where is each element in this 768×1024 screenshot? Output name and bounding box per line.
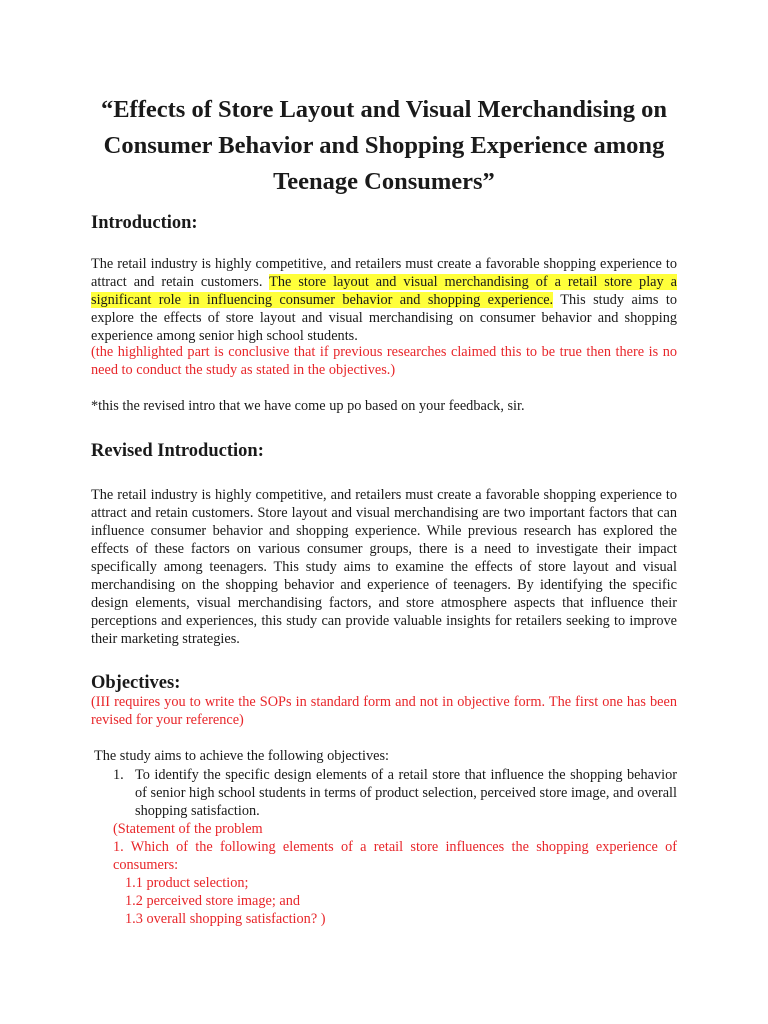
introduction-heading: Introduction: [91,213,198,233]
sub-item-overall-shopping-satisfaction: 1.3 overall shopping satisfaction? ) [125,911,326,927]
introduction-highlighted-text: The store layout and visual merchandising of a retail store play a significant role in influencing consumer behavior and shopping experience. [91,274,677,308]
revision-note: *this the revised intro that we have come up po based on your feedback, sir. [91,398,525,414]
objectives-reviewer-comment: (III requires you to write the SOPs in standard form and not in objective form. The first one has been revised for your reference) [91,694,677,728]
statement-of-problem-label: (Statement of the problem [113,821,263,837]
introduction-reviewer-comment: (the highlighted part is conclusive that if previous researches claimed this to be true then there is no need to conduct the study as stated in the objectives.) [91,344,677,378]
sub-item-perceived-store-image: 1.2 perceived store image; and [125,893,301,909]
sub-item-product-selection: 1.1 product selection; [125,875,249,891]
revised-introduction-paragraph: The retail industry is highly competitive, and retailers must create a favorable shopping experience to attract and retain customers. Store layout and visual merchandising are two important factors that can influence consumer behavior and shopping experience. While previous research has explored the effects of these factors on various consumer groups, there is a need to investigate their impact specifically among teenagers. This study aims to examine the effects of store layout and visual merchandising on the shopping behavior and experience of teenagers. By identifying the specific design elements, visual merchandising factors, and store atmosphere aspects that influence their perceptions and experiences, this study can provide valuable insights for retailers seeking to improve their marketing strategies. [91,487,677,647]
objectives-heading: Objectives: [91,673,181,693]
revised-introduction-heading: Revised Introduction: [91,441,264,461]
document-title: “Effects of Store Layout and Visual Merchandising on Consumer Behavior and Shopping Experience among Teenage Consumers” [100,96,668,195]
objective-number: 1. [113,767,124,783]
objective-item [113,766,677,820]
introduction-paragraph [91,255,677,345]
objectives-lead: The study aims to achieve the following objectives: [94,748,389,764]
introduction-text-start: The retail industry is highly competitive, and retailers must create a favorable shopping experience to attract and retain customers. [91,256,677,290]
objective-text: To identify the specific design elements of a retail store that influence the shopping behavior of senior high school students in terms of product selection, perceived store image, and overall shopping satisfaction. [135,767,677,819]
objectives-list [113,766,677,820]
introduction-text-end: This study aims to explore the effects of store layout and visual merchandising on consumer behavior and shopping experience among senior high school students. [91,292,677,344]
statement-of-problem-question: 1. Which of the following elements of a retail store influences the shopping experience of consumers: [113,839,677,873]
